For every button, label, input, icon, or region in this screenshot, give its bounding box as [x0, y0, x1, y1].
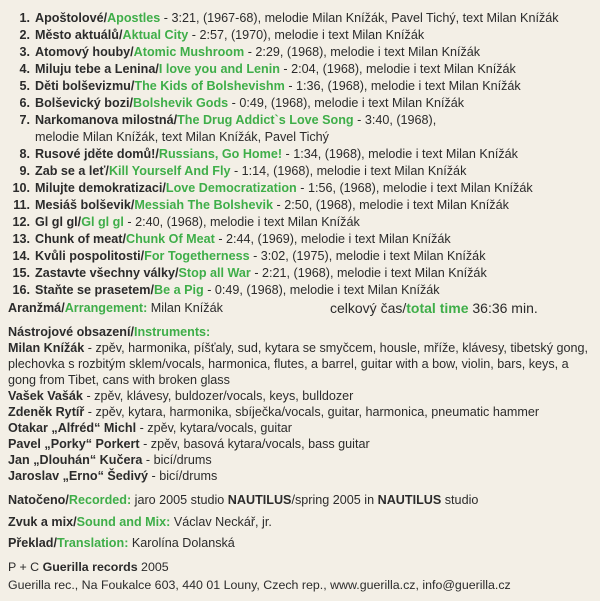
track-details: - 1:36, (1968), melodie i text Milan Knížák: [284, 79, 521, 93]
track-number: 15.: [12, 266, 30, 280]
tracklist: [8, 10, 593, 299]
track-details: - 2:40, (1968), melodie i text Milan Knížák: [123, 215, 360, 229]
track-title-en: For Togetherness: [144, 249, 250, 263]
track-title-en: Love Democratization: [165, 181, 297, 195]
track-details: - 3:21, (1967-68), melodie Milan Knížák, Pavel Tichý, text Milan Knížák: [160, 11, 559, 25]
member-name: Otakar „Alfréd“ Michl: [8, 421, 137, 435]
track-row: [8, 61, 593, 78]
total-time: [330, 300, 538, 316]
track-details: - 3:02, (1975), melodie i text Milan Knížák: [249, 249, 486, 263]
track-details: - 0:49, (1968), melodie i text Milan Knížák: [228, 96, 465, 110]
track-number: 10.: [12, 181, 30, 195]
track-title-en: Apostles: [107, 11, 161, 25]
studio-name-2: NAUTILUS: [377, 493, 442, 507]
member-name: Jaroslav „Erno“ Šedivý: [8, 469, 148, 483]
total-time-label-en: total time: [406, 300, 469, 316]
member-line: [8, 404, 593, 420]
track-details: - 2:21, (1968), melodie i text Milan Knížák: [250, 266, 487, 280]
member-line: [8, 340, 593, 388]
track-number: 4.: [19, 62, 30, 76]
label-name: Guerilla records: [42, 560, 138, 574]
member-name: Vašek Vašák: [8, 389, 83, 403]
track-number: 6.: [19, 96, 30, 110]
instruments-label-en: Instruments:: [133, 325, 211, 339]
track-row: [8, 44, 593, 61]
instruments-heading: [8, 324, 593, 340]
mix-value: Václav Neckář, jr.: [170, 515, 272, 529]
recorded-line: [8, 492, 593, 508]
contact-line: Guerilla rec., Na Foukalce 603, 440 01 Louny, Czech rep., www.guerilla.cz, info@guerilla.cz: [8, 578, 511, 592]
recorded-text-1: jaro 2005 studio: [131, 493, 228, 507]
copyright-prefix: P + C: [8, 560, 43, 574]
track-row: [8, 197, 593, 214]
track-row: [8, 95, 593, 112]
track-number: 9.: [19, 164, 30, 178]
arrangement-value: Milan Knížák: [147, 301, 223, 315]
total-time-value: 36:36 min.: [468, 300, 538, 316]
track-title-cz: Kvůli pospolitosti/: [35, 249, 145, 263]
track-title-en: Chunk Of Meat: [125, 232, 215, 246]
track-row: [8, 78, 593, 95]
track-details: - 2:29, (1968), melodie i text Milan Knížák: [244, 45, 481, 59]
member-name: Milan Knížák: [8, 341, 85, 355]
member-instruments: - bicí/drums: [148, 469, 218, 483]
track-title-en: Messiah The Bolshevik: [134, 198, 273, 212]
member-line: [8, 420, 593, 436]
members-list: [8, 340, 593, 484]
track-row: [8, 282, 593, 299]
recorded-label-cz: Natočeno/: [8, 493, 69, 507]
track-row: [8, 265, 593, 282]
track-number: 13.: [12, 232, 30, 246]
track-number: 16.: [12, 283, 30, 297]
track-row: [8, 180, 593, 197]
track-details: - 1:56, (1968), melodie i text Milan Knížák: [296, 181, 533, 195]
recorded-label-en: Recorded:: [68, 493, 132, 507]
track-title-cz: Děti bolševizmu/: [35, 79, 135, 93]
track-title-cz: Chunk of meat/: [35, 232, 126, 246]
track-title-en: Gl gl gl: [81, 215, 124, 229]
track-number: 8.: [19, 147, 30, 161]
copyright-line: [8, 558, 593, 576]
copyright-year: 2005: [137, 560, 169, 574]
mix-line: [8, 514, 593, 530]
translation-label-en: Translation:: [57, 536, 129, 550]
track-title-en: Kill Yourself And Fly: [108, 164, 231, 178]
total-time-label-cz: celkový čas/: [330, 300, 407, 316]
track-title-en: I love you and Lenin: [158, 62, 280, 76]
track-details: - 1:14, (1968), melodie i text Milan Knížák: [230, 164, 467, 178]
footer: [8, 558, 593, 594]
track-title-cz: Miluju tebe a Lenina/: [35, 62, 159, 76]
track-title-en: Aktual City: [122, 28, 189, 42]
member-instruments: - zpěv, kytara/vocals, guitar: [136, 421, 292, 435]
member-line: [8, 436, 593, 452]
track-details: - 1:34, (1968), melodie i text Milan Knížák: [282, 147, 518, 161]
track-title-cz: Gl gl gl/: [35, 215, 82, 229]
track-details: - 3:40, (1968),: [353, 113, 437, 127]
track-title-en: Stop all War: [178, 266, 251, 280]
track-row: [8, 27, 593, 44]
track-title-cz: Bolševický bozi/: [35, 96, 133, 110]
track-number: 7.: [19, 113, 30, 127]
member-line: [8, 452, 593, 468]
member-line: [8, 468, 593, 484]
track-number: 12.: [12, 215, 30, 229]
track-title-en: The Kids of Bolshevishm: [134, 79, 285, 93]
track-row: [8, 146, 593, 163]
track-row: [8, 214, 593, 231]
track-title-cz: Zab se a leť/: [35, 164, 109, 178]
track-details: - 2:04, (1968), melodie i text Milan Knížák: [279, 62, 516, 76]
member-name: Zdeněk Rytíř: [8, 405, 85, 419]
track-row: [8, 10, 593, 27]
studio-name-1: NAUTILUS: [227, 493, 292, 507]
track-title-cz: Mesiáš bolševik/: [35, 198, 135, 212]
track-details-continued: melodie Milan Knížák, text Milan Knížák, Pavel Tichý: [35, 130, 329, 144]
track-title-en: The Drug Addict`s Love Song: [177, 113, 354, 127]
member-name: Pavel „Porky“ Porkert: [8, 437, 140, 451]
member-instruments: - bicí/drums: [142, 453, 212, 467]
track-title-en: Russians, Go Home!: [158, 147, 283, 161]
track-number: 2.: [19, 28, 30, 42]
track-row: [8, 112, 593, 129]
translation-line: [8, 535, 593, 551]
instruments-section: [8, 324, 593, 484]
track-title-cz: Apoštolové/: [35, 11, 108, 25]
track-details: - 0:49, (1968), melodie i text Milan Knížák: [203, 283, 440, 297]
track-number: 5.: [19, 79, 30, 93]
track-row: [8, 248, 593, 265]
arrangement-label-en: Arrangement:: [64, 301, 148, 315]
track-details: - 2:44, (1969), melodie i text Milan Knížák: [214, 232, 451, 246]
member-line: [8, 388, 593, 404]
member-name: Jan „Dlouhán“ Kučera: [8, 453, 143, 467]
track-details: - 2:57, (1970), melodie i text Milan Knížák: [188, 28, 425, 42]
mix-label-cz: Zvuk a mix/: [8, 515, 77, 529]
track-row: [8, 163, 593, 180]
track-number: 14.: [12, 249, 30, 263]
translation-value: Karolína Dolanská: [128, 536, 235, 550]
track-title-en: Be a Pig: [154, 283, 204, 297]
member-instruments: - zpěv, basová kytara/vocals, bass guitar: [139, 437, 370, 451]
instruments-label-cz: Nástrojové obsazení/: [8, 325, 134, 339]
track-title-cz: Zastavte všechny války/: [35, 266, 179, 280]
track-number: 1.: [19, 11, 30, 25]
track-title-cz: Staňte se prasetem/: [35, 283, 154, 297]
translation-label-cz: Překlad/: [8, 536, 58, 550]
mix-label-en: Sound and Mix:: [76, 515, 171, 529]
track-title-cz: Město aktuálů/: [35, 28, 123, 42]
track-title-cz: Narkomanova milostná/: [35, 113, 178, 127]
track-title-cz: Rusové jděte domů!/: [35, 147, 159, 161]
member-instruments: - zpěv, harmonika, píšťaly, sud, kytara se smyčcem, housle, mříže, klávesy, tibetský gong, plechovka s rozbitým sklem/vocals, harmonica, flutes, a barrel, guitar with a bow, violin, bars, keys, a gong from Tibet, cans with broken glass: [8, 341, 589, 387]
track-details: - 2:50, (1968), melodie i text Milan Knížák: [273, 198, 509, 212]
track-title-en: Bolshevik Gods: [133, 96, 229, 110]
track-number: 3.: [19, 45, 30, 59]
track-title-en: Atomic Mushroom: [133, 45, 245, 59]
member-instruments: - zpěv, klávesy, buldozer/vocals, keys, bulldozer: [82, 389, 354, 403]
track-title-cz: Atomový houby/: [35, 45, 134, 59]
recorded-text-2: /spring 2005 in: [291, 493, 378, 507]
track-row: [8, 231, 593, 248]
track-title-cz: Milujte demokratizaci/: [35, 181, 166, 195]
track-number: 11.: [13, 198, 30, 212]
member-instruments: - zpěv, kytara, harmonika, sbíječka/vocals, guitar, harmonica, pneumatic hammer: [84, 405, 540, 419]
recorded-text-3: studio: [441, 493, 479, 507]
arrangement-label-cz: Aranžmá/: [8, 301, 65, 315]
